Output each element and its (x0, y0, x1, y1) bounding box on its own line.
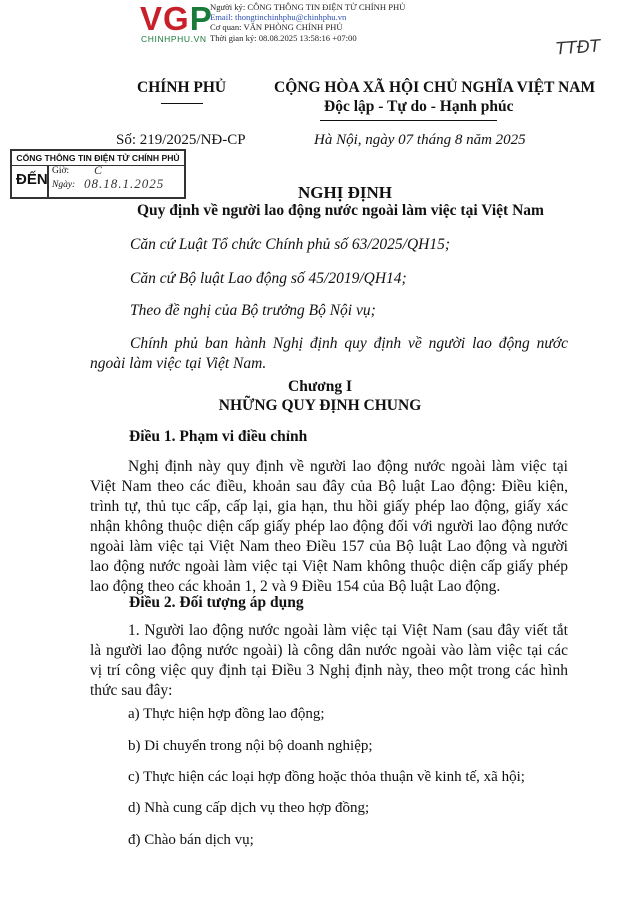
logo-subtitle: CHINHPHU.VN (141, 34, 207, 44)
stamp-gio-value: C (94, 163, 103, 177)
logo-letter-p: P (189, 0, 213, 37)
national-motto: Độc lập - Tự do - Hạnh phúc (324, 98, 514, 115)
chapter-number: Chương I (288, 378, 352, 395)
legal-basis-2: Căn cứ Bộ luật Lao động số 45/2019/QH14; (130, 270, 407, 287)
place-date: Hà Nội, ngày 07 tháng 8 năm 2025 (314, 132, 526, 148)
stamp-gio-label: Giờ: (52, 166, 70, 176)
stamp-ngay-value: 08.18.1.2025 (84, 176, 165, 191)
signer: Người ký: CÔNG THÔNG TIN ĐIỆN TỬ CHÍNH PHỦ (210, 2, 406, 12)
article-2-item-b: b) Di chuyển trong nội bộ doanh nghiệp; (128, 738, 373, 754)
legal-basis-3: Theo đề nghị của Bộ trưởng Bộ Nội vụ; (130, 302, 376, 319)
issuer-underline (161, 103, 203, 104)
handwritten-note: TTĐT (555, 36, 601, 60)
motto-underline (320, 120, 497, 121)
legal-basis-1: Căn cứ Luật Tổ chức Chính phủ số 63/2025/QH15; (130, 236, 451, 253)
article-2-item-c: c) Thực hiện các loại hợp đồng hoặc thỏa thuận về kinh tế, xã hội; (128, 769, 525, 785)
logo-letter-g: G (163, 0, 190, 37)
stamp-ngay-label: Ngày: (52, 180, 76, 190)
article-2-clause-1: 1. Người lao động nước ngoài làm việc tại Việt Nam (sau đây viết tắt là người lao động nước ngoài) là công dân nước ngoài vào làm việc tại các vị trí công việc quy định tại Điều 3 Nghị định này, theo một trong các hình thức sau đây: (90, 622, 568, 699)
logo-letter-v: V (140, 0, 164, 37)
article-2-heading: Điều 2. Đối tượng áp dụng (129, 594, 304, 611)
issuer-name: CHÍNH PHỦ (137, 79, 227, 96)
stamp-portal-name: CỔNG THÔNG TIN ĐIỆN TỬ CHÍNH PHỦ (12, 151, 184, 166)
document-title: NGHỊ ĐỊNH (298, 183, 392, 202)
document-number: Số: 219/2025/NĐ-CP (116, 132, 246, 148)
document-subtitle: Quy định về người lao động nước ngoài làm việc tại Việt Nam (137, 202, 544, 219)
article-1-body: Nghị định này quy định về người lao động nước ngoài làm việc tại Việt Nam theo các điều, khoản sau đây của Bộ luật Lao động: Điều kiện, trình tự, thủ tục cấp, cấp lại, gia hạn, thu hồi giấy phép lao động, giấy xác nhận không thuộc diện cấp giấy phép lao động đối với người lao động nước ngoài làm việc tại Việt Nam theo Điều 157 của Bộ luật Lao động và người lao động nước ngoài làm việc tại Việt Nam không thuộc diện cấp giấy phép lao động theo các khoản 1, 2 và 9 Điều 154 của Bộ luật Lao động. (90, 458, 568, 595)
chapter-title: NHỮNG QUY ĐỊNH CHUNG (218, 397, 422, 414)
article-1-heading: Điều 1. Phạm vi điều chỉnh (129, 428, 308, 445)
signing-time: Thời gian ký: 08.08.2025 13:58:16 +07:00 (210, 32, 357, 43)
article-2-item-dd: đ) Chào bán dịch vụ; (128, 832, 254, 848)
vgp-logo (140, 2, 213, 36)
signer-agency: Cơ quan: VĂN PHÒNG CHÍNH PHỦ (210, 22, 343, 33)
article-2-item-a: a) Thực hiện hợp đồng lao động; (128, 706, 325, 722)
signer-email[interactable]: Email: thongtinchinhphu@chinhphu.vn (210, 12, 347, 23)
digital-signature-info (210, 2, 405, 43)
enactment-clause: Chính phủ ban hành Nghị định quy định về người lao động nước ngoài làm việc tại Việt Nam. (90, 335, 568, 372)
received-stamp (10, 149, 186, 199)
article-2-item-d: d) Nhà cung cấp dịch vụ theo hợp đồng; (128, 800, 370, 816)
national-title: CỘNG HÒA XÃ HỘI CHỦ NGHĨA VIỆT NAM (274, 79, 596, 96)
stamp-den-label: ĐẾN (16, 171, 48, 188)
